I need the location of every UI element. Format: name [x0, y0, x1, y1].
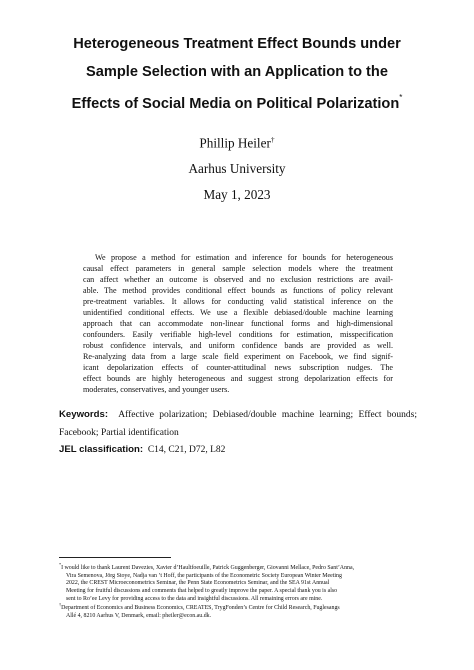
keywords-text-1: Affective polarization; Debiased/double machine learning; Effect bounds;	[118, 410, 418, 420]
abstract-line: effect bounds are highly heterogeneous and suggest strong depolarization effects for	[83, 374, 393, 383]
jel-label: JEL classification:	[59, 444, 144, 455]
footnote-line: Meeting for fruitful discussions and comments that helped to greatly improve the paper. A special thank you is also	[66, 588, 338, 595]
keywords-line-2: Facebook; Partial identification	[59, 428, 179, 438]
footnote-text: I would like to thank Laurent Davezies, Xavier d’Haultfoeuille, Patrick Guggenberger, Giovanni Mellace, Pedro Sant’Anna,	[61, 564, 355, 571]
jel-classification	[59, 443, 225, 457]
author-name: Phillip Heiler	[199, 135, 271, 151]
abstract-line: Re-analyzing data from a large scale field experiment on Facebook, we find signif-	[83, 352, 393, 361]
abstract-line: pre-treatment variables. It allows for conducting valid statistical inference on the	[83, 297, 393, 306]
footnote-line	[59, 561, 417, 573]
author-footnote-mark: †	[270, 135, 275, 144]
footnote-text: Department of Economics and Business Economics, CREATES, TrygFonden’s Centre for Child Research, Fuglesangs	[61, 604, 340, 611]
keywords-label: Keywords:	[59, 409, 109, 420]
abstract-line: approach that can accommodate non-linear functional forms and high-dimensional	[83, 319, 393, 328]
affiliation: Aarhus University	[188, 161, 286, 176]
footnote-rule	[59, 557, 171, 558]
author-line	[0, 135, 474, 151]
footnote-acknowledgements	[59, 561, 417, 603]
title-line-3-text: Effects of Social Media on Political Polarization	[71, 95, 400, 112]
abstract-line: icant depolarization effects of counter-attitudinal news subscription nudges. The	[83, 363, 393, 372]
abstract-line: able. The method provides conditional effect bounds as functions of policy relevant	[83, 286, 393, 295]
abstract-line: unidentified conditional effects. We use a flexible debiased/double machine learning	[83, 308, 393, 317]
abstract-line: confounders. Easily verifiable high-level conditions for estimation, misspecification	[83, 330, 393, 339]
abstract-line: causal effect parameters in general sample selection models where the treatment	[83, 264, 393, 273]
paper-date: May 1, 2023	[203, 187, 271, 202]
footnote-line: sent to Ro’ee Levy for providing access to the data and insightful discussions. All remaining errors are mine.	[66, 595, 323, 602]
keywords	[59, 406, 417, 442]
abstract-line: moderates, conservatives, and younger users.	[83, 385, 230, 394]
abstract-line: We propose a method for estimation and inference for bounds for heterogeneous	[95, 253, 393, 262]
title-line-2: Sample Selection with an Application to the	[86, 64, 388, 80]
title-line-3	[30, 86, 444, 118]
jel-codes: C14, C21, D72, L82	[147, 445, 226, 455]
title-footnote-mark: *	[399, 93, 403, 102]
footnote-line: Vira Semenova, Jörg Stoye, Nadja van ’t Hoff, the participants of the Econometric Society European Winter Meeting	[66, 572, 342, 579]
footnote-mark-star: *	[59, 562, 62, 567]
abstract-line: can affect whether an outcome is observed and no exclusion restrictions are avail-	[83, 275, 393, 284]
footnote-line	[59, 601, 417, 613]
footnote-mark-dagger: †	[59, 602, 62, 607]
footnote-line: Allé 4, 8210 Aarhus V, Denmark, email: pheiler@econ.au.dk.	[66, 612, 212, 619]
keywords-line-1	[59, 406, 417, 424]
footnote-line: 2022, the CREST Microeconometrics Seminar, the Penn State Econometrics Seminar, and the SEA 91st Annual	[66, 580, 330, 587]
footnote-affiliation	[59, 601, 417, 620]
paper-title	[30, 30, 444, 118]
abstract	[83, 252, 393, 395]
title-line-1: Heterogeneous Treatment Effect Bounds under	[73, 36, 401, 52]
abstract-line: robust confidence intervals, and uniform confidence bands are provided as well.	[83, 341, 393, 350]
